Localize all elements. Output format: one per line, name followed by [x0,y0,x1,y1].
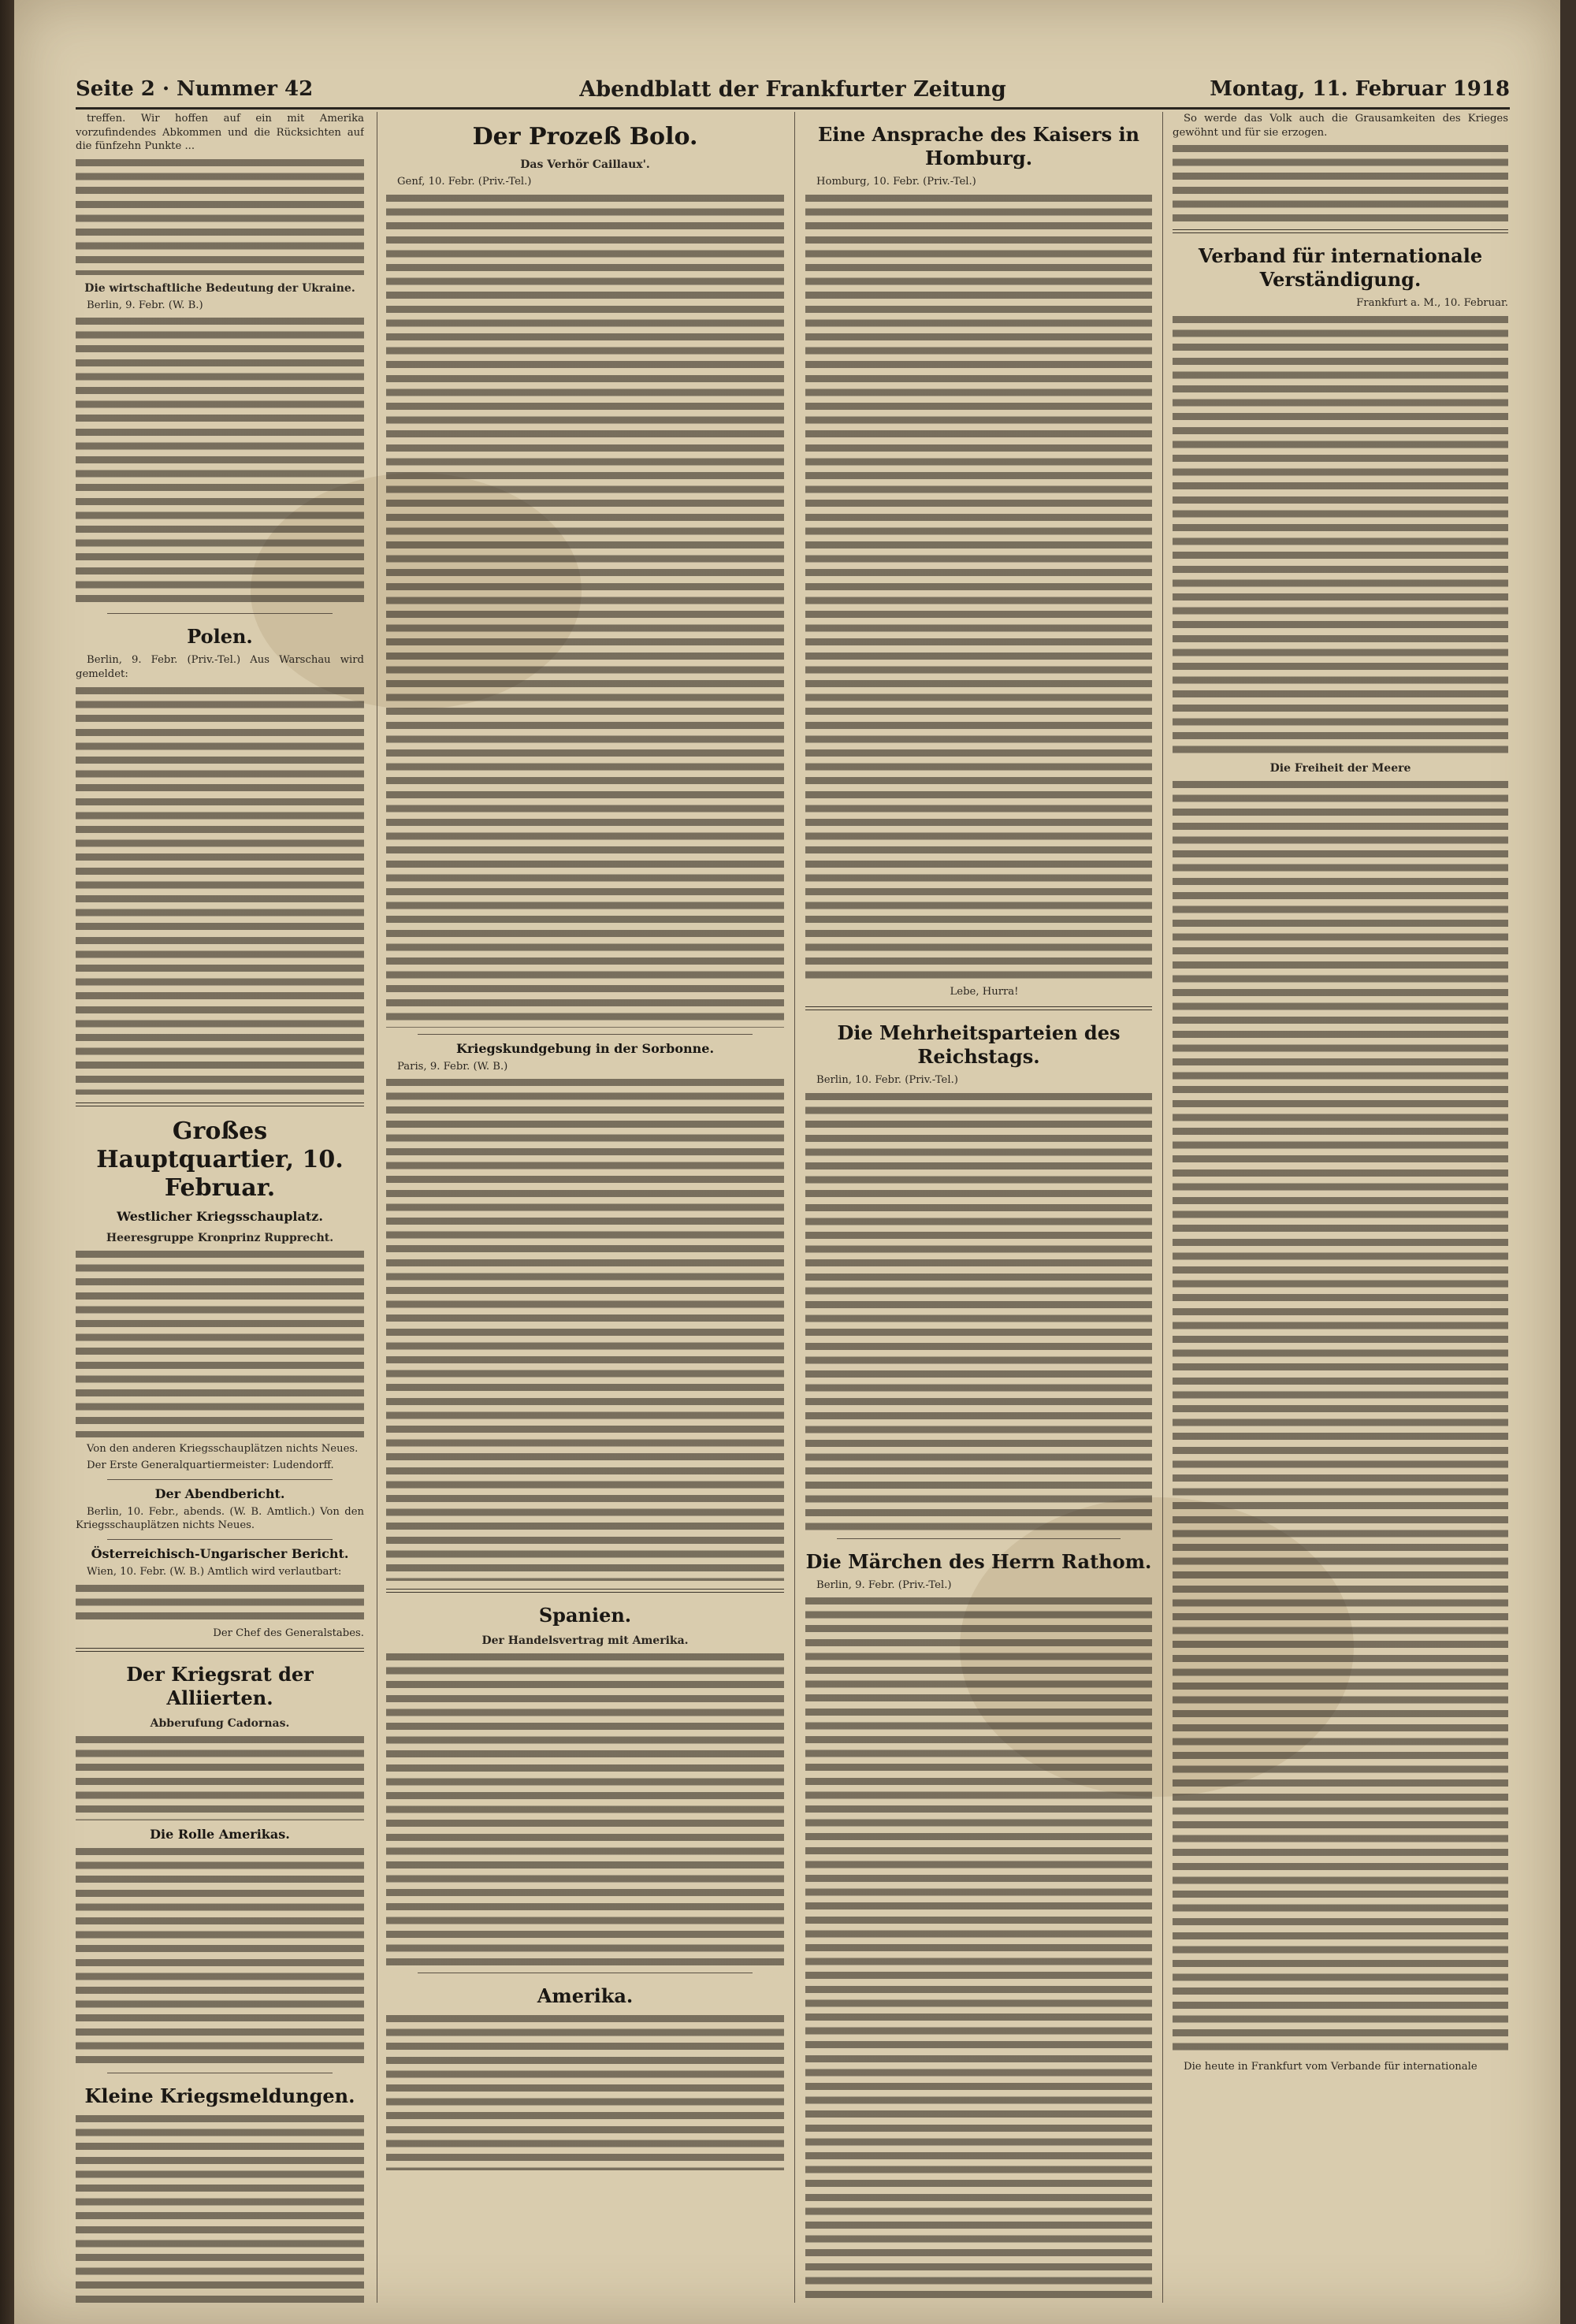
subheading: Das Verhör Caillaux'. [520,158,650,171]
subheading: Die Rolle Amerikas. [150,1827,290,1842]
column-3 [805,112,1152,2303]
section-heading: Die wirtschaftliche Bedeutung der Ukraine. [84,281,355,295]
quoted-title: Die Freiheit der Meere [1269,761,1411,775]
report-text: Wien, 10. Febr. (W. B.) Amtlich wird verlautbart: [87,1565,342,1578]
body-text-lines [76,157,364,275]
section-heading: Polen. [187,625,253,649]
column-2 [386,112,784,2303]
report-line: Von den anderen Kriegsschauplätzen nichts Neues. [87,1442,359,1455]
dateline: Berlin, 9. Febr. (W. B.) [87,299,203,311]
page-number: Seite 2 · Nummer 42 [76,77,314,101]
body-text-lines [1173,314,1508,755]
body-text-lines [76,1734,364,1820]
section-heading: Großes Hauptquartier, 10. Februar. [96,1117,344,1202]
dateline: Homburg, 10. Febr. (Priv.-Tel.) [816,176,976,188]
section-heading: Der Kriegsrat der Alliierten. [126,1663,314,1710]
body-text-lines [805,1091,1152,1532]
dateline: Berlin, 10. Febr. (Priv.-Tel.) [816,1074,958,1087]
subheading: Der Abendbericht. [154,1486,285,1501]
body-text-lines [805,192,1152,980]
article-continuation: So werde das Volk auch die Grausamkeiten des Krieges gewöhnt und für sie erzogen. [1173,113,1508,139]
article-continuation: treffen. Wir hoffen auf ein mit Amerika vorzufindendes Abkommen und die Rücksichten auf die fünfzehn Punkte ... [76,113,364,153]
section-heading: Die Märchen des Herrn Rathom. [805,1549,1152,1573]
separator [418,1034,753,1035]
masthead [76,77,1510,110]
section-heading: Kleine Kriegsmeldungen. [84,2084,355,2108]
separator [107,1539,333,1540]
body-text-lines [386,1651,784,1966]
section-heading: Kriegskundgebung in der Sorbonne. [455,1040,715,1056]
separator [386,1589,784,1593]
body-text-lines [386,2013,784,2170]
report-signature: Der Erste Generalquartiermeister: Ludendorff. [87,1459,334,1472]
subheading: Heeresgruppe Kronprinz Rupprecht. [106,1231,334,1244]
body-text-lines [1173,779,1508,2055]
separator [76,1103,364,1106]
subheading: Abberufung Cadornas. [150,1717,290,1731]
separator [76,1648,364,1652]
body-text-lines [386,1076,784,1581]
dateline: Frankfurt a. M., 10. Februar. [1356,297,1508,310]
body-text-lines [386,192,784,1028]
subheading: Westlicher Kriegsschauplatz. [117,1208,323,1224]
body-text-lines [76,315,364,607]
separator [805,1006,1152,1010]
body-text-lines [76,1248,364,1437]
column-4 [1173,112,1508,2303]
report-signature: Der Chef des Generalstabes. [213,1627,364,1639]
separator [837,1538,1121,1539]
dateline: Berlin, 9. Febr. (Priv.-Tel.) Aus Warschau wird gemeldet: [76,654,364,680]
section-heading: Amerika. [537,1984,634,2008]
separator [107,1479,333,1480]
column-rule [1162,112,1163,2303]
section-heading: Eine Ansprache des Kaisers in Homburg. [817,123,1140,169]
section-heading: Spanien. [538,1604,632,1627]
report-text: Berlin, 10. Febr., abends. (W. B. Amtlich.) Von den Kriegsschauplätzen nichts Neues. [76,1505,364,1532]
column-rule [794,112,795,2303]
separator [107,613,333,614]
body-text-lines [76,1582,364,1622]
separator [1173,229,1508,233]
newspaper-title: Abendblatt der Frankfurter Zeitung [579,77,1006,102]
quoted-text: Die heute in Frankfurt vom Verbande für internationale [1184,2060,1478,2073]
body-text-lines [76,2113,364,2303]
dateline: Berlin, 9. Febr. (Priv.-Tel.) [816,1578,952,1591]
body-text-lines [76,1846,364,2066]
section-heading: Die Mehrheitsparteien des Reichstags. [837,1021,1121,1069]
dateline: Genf, 10. Febr. (Priv.-Tel.) [397,176,532,188]
closing-line: Lebe, Hurra! [950,985,1019,998]
subheading: Österreichisch-Ungarischer Bericht. [91,1545,349,1561]
section-heading: Der Prozeß Bolo. [472,123,698,151]
column-1 [76,112,364,2303]
issue-date: Montag, 11. Februar 1918 [1210,77,1510,101]
body-text-lines [76,685,364,1095]
body-text-lines [805,1595,1152,2303]
subheading: Der Handelsvertrag mit Amerika. [481,1634,689,1648]
section-heading: Verband für internationale Verständigung. [1198,244,1483,292]
body-text-lines [1173,143,1508,221]
dateline: Paris, 9. Febr. (W. B.) [397,1060,508,1073]
